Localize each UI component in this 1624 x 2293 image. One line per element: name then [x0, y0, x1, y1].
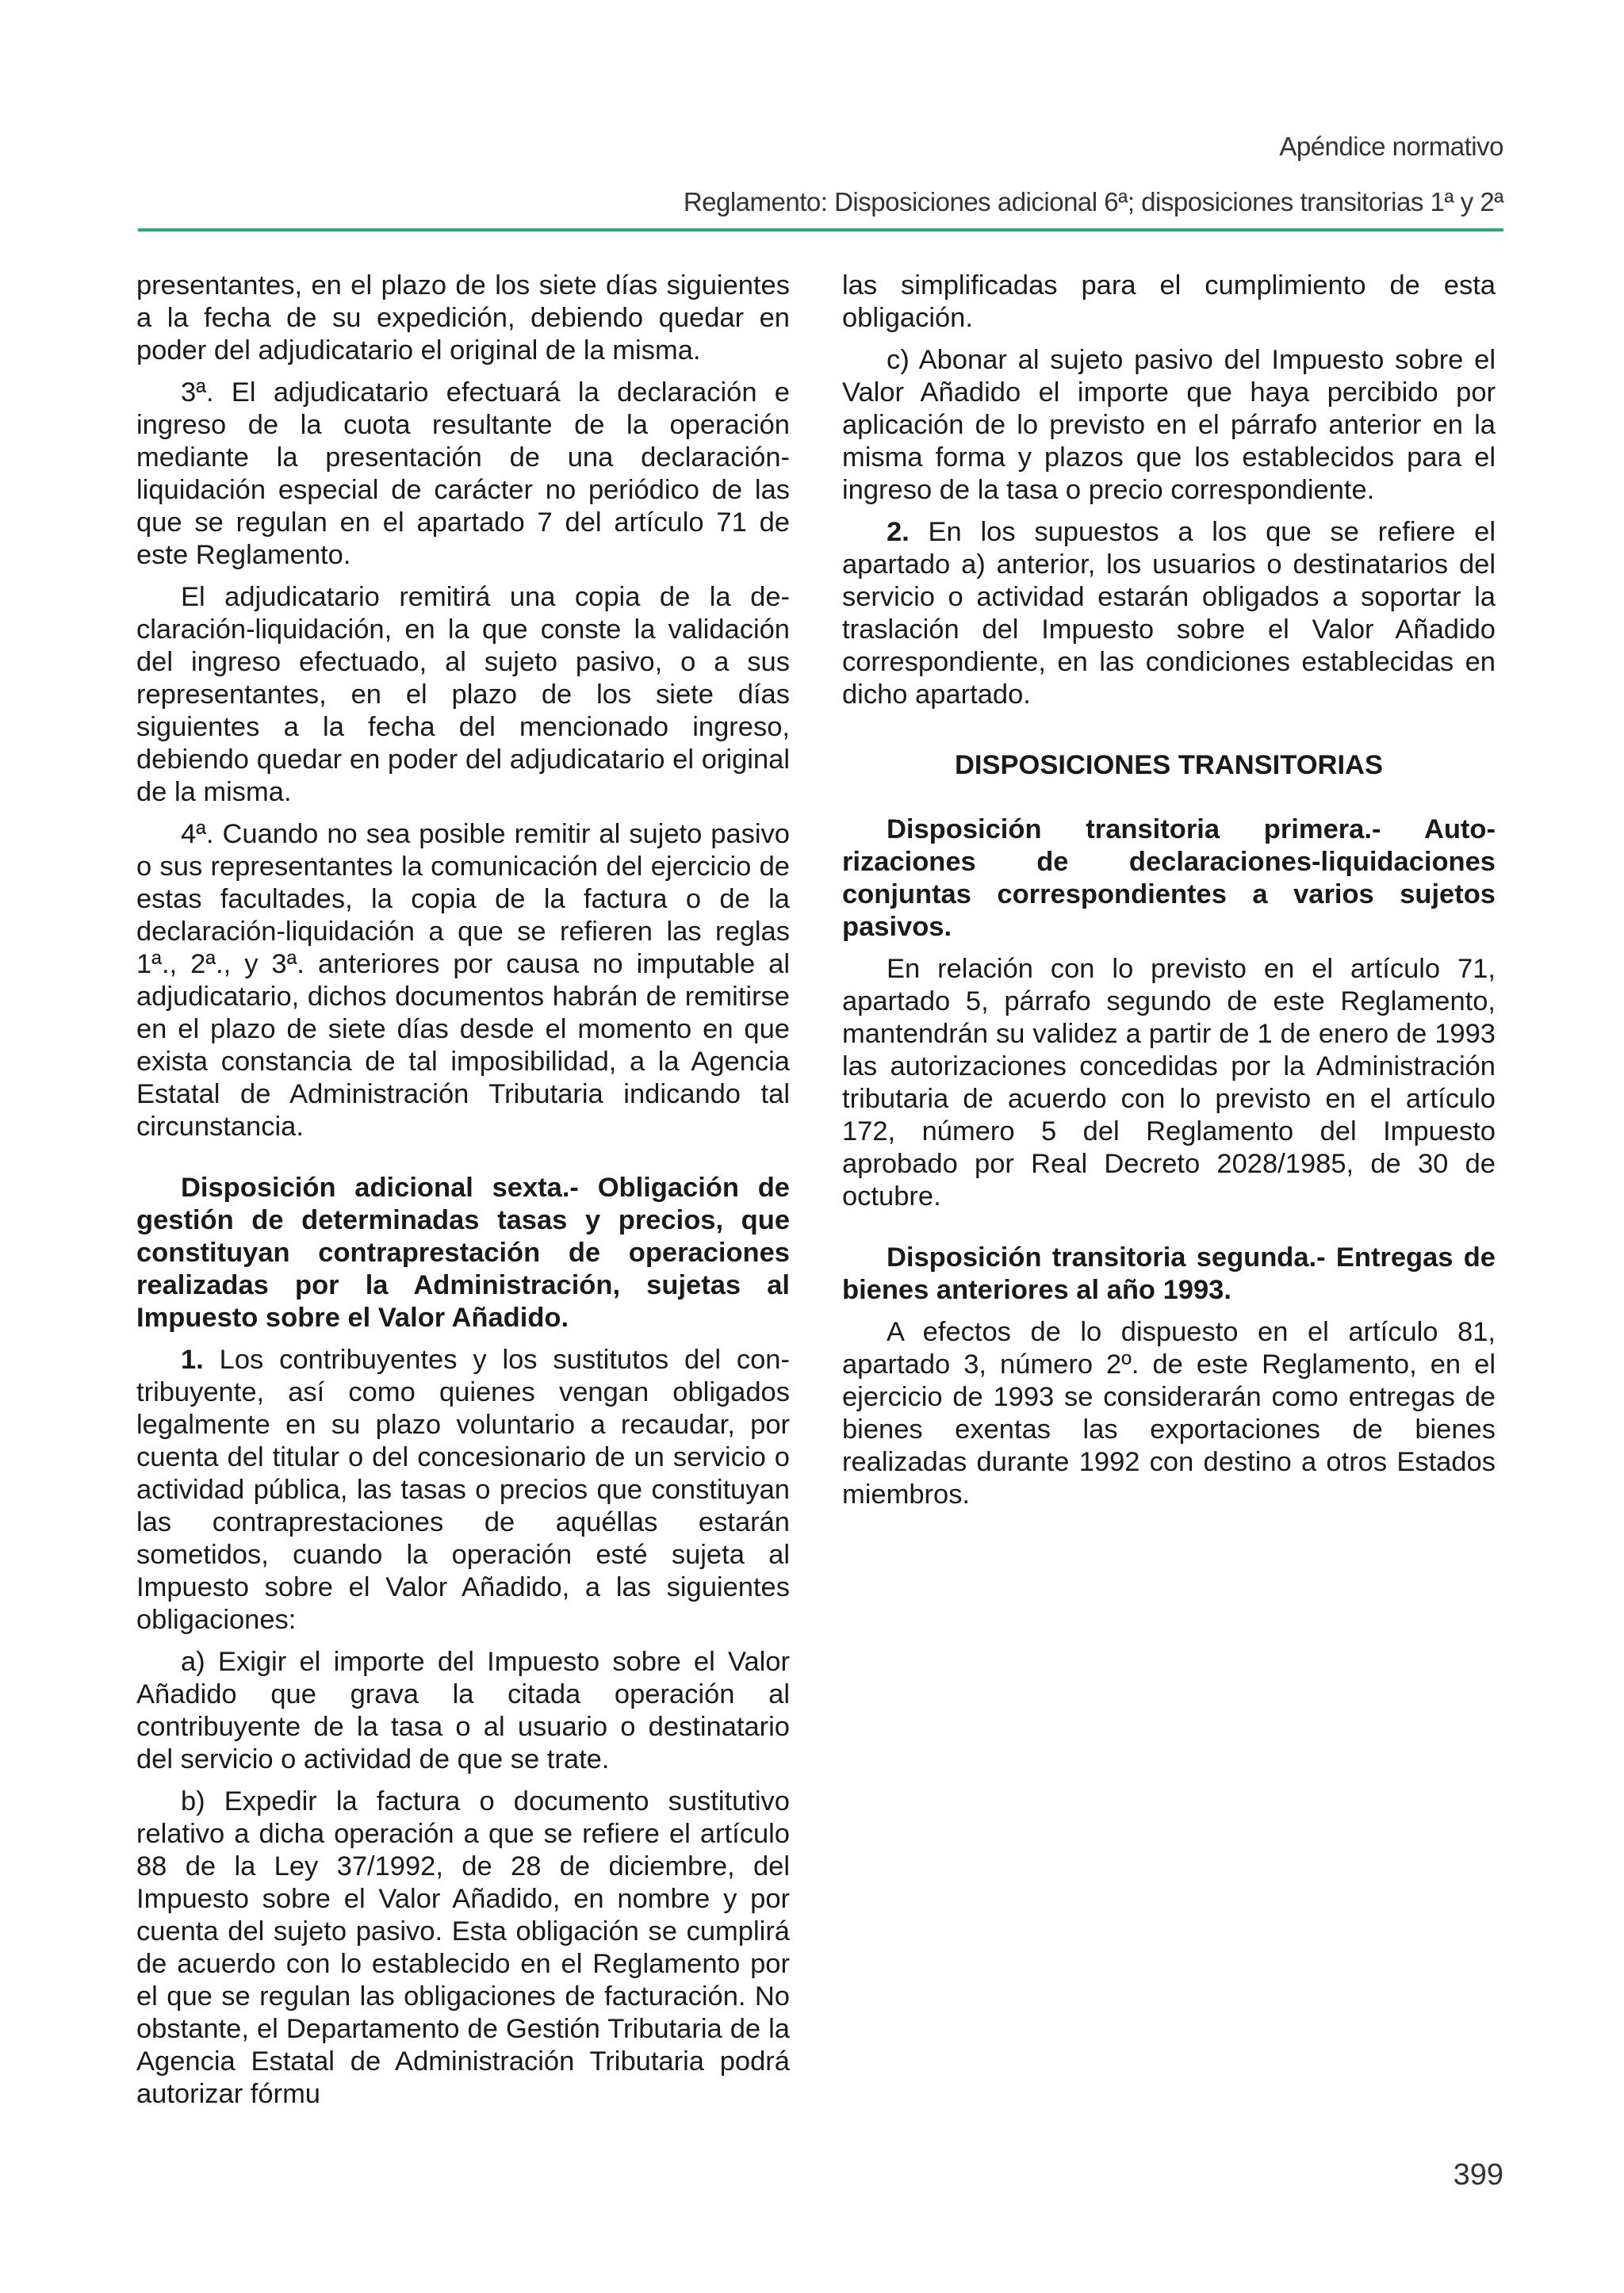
paragraph — [136, 1344, 790, 1636]
paragraph: c) Abonar al sujeto pasivo del Impuesto sobre el Valor Añadido el importe que haya percibido por aplicación de lo previsto en el párrafo anterior en la misma forma y plazos que los establecidos para el ingreso de la tasa o precio correspondiente. — [842, 345, 1496, 505]
header-rule — [138, 228, 1503, 232]
article-heading: Disposición adicional sexta.- Obligación de gestión de determinadas tasas y precios, que constituyan contraprestación de operaciones realizadas por la Administración, sujetas al Impuesto sobre el Valor Añadido. — [136, 1173, 790, 1333]
article-heading: Disposición transitoria segunda.- Entregas de bienes anteriores al año 1993. — [842, 1242, 1496, 1305]
paragraph-number: 2. — [887, 517, 910, 547]
header-subtitle: Reglamento: Disposiciones adicional 6ª; disposiciones transitorias 1ª y 2ª — [683, 187, 1503, 216]
left-column — [136, 270, 790, 2120]
article-heading: Disposición transitoria primera.- Autorizaciones de declaraciones-liquidaciones conjuntas correspondientes a varios sujetos pasivos. — [842, 814, 1496, 942]
paragraph: En relación con lo previsto en el artículo 71, apartado 5, párrafo segundo de este Reglamento, mantendrán su validez a partir de 1 de enero de 1993 las autorizaciones concedidas por la Administración tributaria de acuerdo con lo previsto en el artículo 172, número 5 del Reglamento del Impuesto aprobado por Real Decreto 2028/1985, de 30 de octubre. — [842, 954, 1496, 1212]
section-title: DISPOSICIONES TRANSITORIAS — [955, 750, 1383, 780]
paragraph: El adjudicatario remitirá una copia de la declaración-liquidación, en la que conste la validación del ingreso efectuado, al sujeto pasivo, o a sus representantes, en el plazo de los siete días siguientes a la fecha del mencionado ingreso, debiendo quedar en poder del adjudicatario el original de la misma. — [136, 582, 790, 807]
paragraph-text: Los contribuyentes y los sustitutos del contribuyente, así como quienes vengan obligados legalmente en su plazo voluntario a recaudar, por cuenta del titular o del concesionario de un servicio o actividad pública, las tasas o precios que constituyan las contraprestaciones de aquéllas estarán sometidos, cuando la operación esté sujeta al Impuesto sobre el Valor Añadido, a las siguientes obligaciones: — [136, 1345, 790, 1635]
page-number: 399 — [1453, 2158, 1503, 2192]
header-section: Apéndice normativo — [1279, 132, 1503, 161]
paragraph-number: 1. — [181, 1345, 204, 1375]
paragraph: presentantes, en el plazo de los siete días siguientes a la fecha de su expedición, debiendo quedar en poder del adjudicatario el original de la misma. — [136, 270, 790, 366]
paragraph — [842, 516, 1496, 711]
paragraph: A efectos de lo dispuesto en el artículo 81, apartado 3, número 2º. de este Reglamento, en el ejercicio de 1993 se considerarán como entregas de bienes exentas las exportaciones de bienes realizadas durante 1992 con destino a otros Estados miembros. — [842, 1317, 1496, 1510]
right-column — [842, 270, 1496, 1521]
paragraph: 3ª. El adjudicatario efectuará la declaración e ingreso de la cuota resultante de la operación mediante la presentación de una declaración-liquidación especial de carácter no periódico de las que se regulan en el apartado 7 del artículo 71 de este Reglamento. — [136, 377, 790, 570]
paragraph: las simplificadas para el cumplimiento de esta obligación. — [842, 270, 1496, 333]
paragraph: 4ª. Cuando no sea posible remitir al sujeto pasivo o sus representantes la comunicación del ejercicio de estas facultades, la copia de la factura o de la declaración-liquidación a que se refieren las reglas 1ª., 2ª., y 3ª. anteriores por causa no imputable al adjudicatario, dichos documentos habrán de remitirse en el plazo de siete días desde el momento en que exista constancia de tal imposibilidad, a la Agencia Estatal de Administración Tributaria indicando tal circunstancia. — [136, 819, 790, 1142]
paragraph: a) Exigir el importe del Impuesto sobre el Valor Añadido que grava la citada operación al contribuyente de la tasa o al usuario o destinatario del servicio o actividad de que se trate. — [136, 1647, 790, 1774]
paragraph-text: En los supuestos a los que se refiere el apartado a) anterior, los usuarios o destinatarios del servicio o actividad estarán obligados a soportar la traslación del Impuesto sobre el Valor Añadido correspondiente, en las condiciones establecidas en dicho apartado. — [842, 517, 1496, 710]
paragraph: b) Expedir la factura o documento sustitutivo relativo a dicha operación a que se refiere el artículo 88 de la Ley 37/1992, de 28 de diciembre, del Impuesto sobre el Valor Añadido, en nombre y por cuenta del sujeto pasivo. Esta obligación se cumplirá de acuerdo con lo establecido en el Reglamento por el que se regulan las obligaciones de facturación. No obstante, el Departamento de Gestión Tributaria de la Agencia Estatal de Administración Tributaria podrá autorizar fórmu — [136, 1786, 790, 2109]
